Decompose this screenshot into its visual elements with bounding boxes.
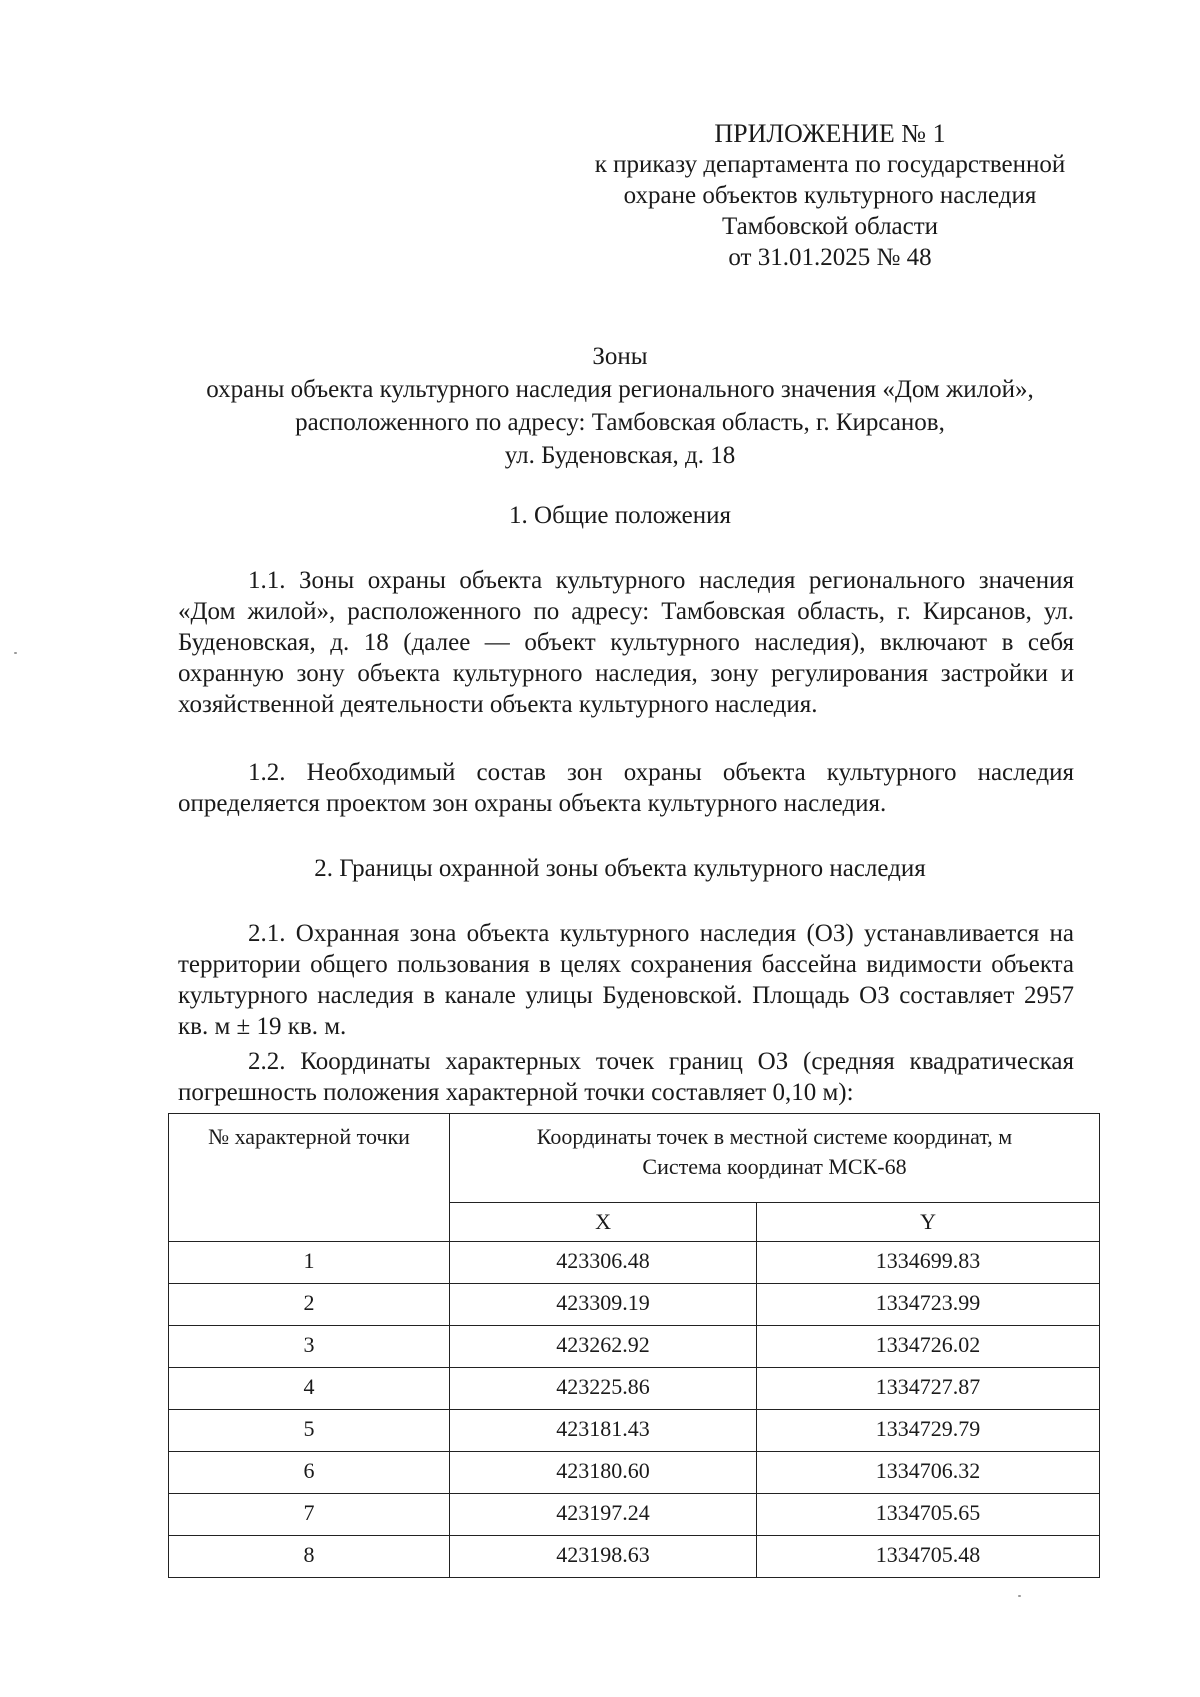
x-coordinate-cell: 423225.86 [450,1368,757,1410]
paragraph-2-2-text: 2.2. Координаты характерных точек границ ОЗ (средняя квадратическая погрешность положения характерной точки составляет 0,10 м): [178,1048,1074,1106]
heading-line-4: ул. Буденовская, д. 18 [504,442,736,469]
appendix-title: ПРИЛОЖЕНИЕ № 1 [714,119,946,148]
x-coordinate-cell: 423180.60 [450,1452,757,1494]
table-row [169,1326,1100,1368]
point-number-cell: 6 [169,1452,450,1494]
appendix-line-3: Тамбовской области [721,213,939,240]
y-coordinate-cell: 1334726.02 [757,1326,1100,1368]
y-coordinate-cell: 1334727.87 [757,1368,1100,1410]
point-number-cell: 8 [169,1536,450,1578]
coordinates-table-body [169,1242,1100,1578]
appendix-block [560,118,1100,273]
paragraph-1-2-text: 1.2. Необходимый состав зон охраны объекта культурного наследия определяется проектом зон охраны объекта культурного наследия. [178,759,1074,817]
scan-speck [14,652,17,654]
point-number-cell: 3 [169,1326,450,1368]
table-row [169,1536,1100,1578]
table-row [169,1368,1100,1410]
x-coordinate-cell: 423181.43 [450,1410,757,1452]
y-coordinate-cell: 1334706.32 [757,1452,1100,1494]
coordinates-table [168,1113,1100,1578]
heading-line-3: расположенного по адресу: Тамбовская область, г. Кирсанов, [295,409,945,436]
y-coordinate-cell: 1334729.79 [757,1410,1100,1452]
y-coordinate-cell: 1334723.99 [757,1284,1100,1326]
x-coordinate-cell: 423197.24 [450,1494,757,1536]
section-2-title: 2. Границы охранной зоны объекта культурного наследия [314,855,926,882]
x-header: X [450,1203,757,1242]
paragraph-2-1 [178,918,1074,1042]
paragraph-1-1-text: 1.1. Зоны охраны объекта культурного наследия регионального значения «Дом жилой», расположенного по адресу: Тамбовская область, г. Кирсанов, ул. Буденовская, д. 18 (далее — объект культурного наследия), включают в себя охранную зону объекта культурного наследия, зону регулирования застройки и хозяйственной деятельности объекта культурного наследия. [178,567,1074,718]
table-row [169,1410,1100,1452]
appendix-line-1: к приказу департамента по государственной [594,151,1066,178]
point-number-cell: 2 [169,1284,450,1326]
paragraph-2-2 [178,1046,1074,1108]
x-coordinate-cell: 423306.48 [450,1242,757,1284]
paragraph-1-1 [178,565,1074,720]
paragraph-1-2 [178,757,1074,819]
x-coordinate-cell: 423198.63 [450,1536,757,1578]
appendix-line-4: от 31.01.2025 № 48 [728,244,932,271]
point-number-header: № характерной точки [169,1114,450,1242]
table-row [169,1452,1100,1494]
coordinates-header [450,1114,1100,1203]
coordinates-header-line-2: Система координат МСК-68 [642,1154,907,1179]
y-coordinate-cell: 1334699.83 [757,1242,1100,1284]
point-number-cell: 4 [169,1368,450,1410]
document-heading [170,340,1070,472]
table-row [169,1284,1100,1326]
section-1-title: 1. Общие положения [509,502,731,529]
table-row [169,1494,1100,1536]
point-number-cell: 5 [169,1410,450,1452]
appendix-line-2: охране объектов культурного наследия [623,182,1037,209]
heading-line-1: Зоны [592,343,648,370]
point-number-cell: 7 [169,1494,450,1536]
table-row [169,1242,1100,1284]
x-coordinate-cell: 423262.92 [450,1326,757,1368]
heading-line-2: охраны объекта культурного наследия регионального значения «Дом жилой», [206,376,1034,403]
y-coordinate-cell: 1334705.48 [757,1536,1100,1578]
point-number-cell: 1 [169,1242,450,1284]
paragraph-2-1-text: 2.1. Охранная зона объекта культурного наследия (ОЗ) устанавливается на территории общего пользования в целях сохранения бассейна видимости объекта культурного наследия в канале улицы Буденовской. Площадь ОЗ составляет 2957 кв. м ± 19 кв. м. [178,920,1074,1040]
x-coordinate-cell: 423309.19 [450,1284,757,1326]
y-coordinate-cell: 1334705.65 [757,1494,1100,1536]
coordinates-header-line-1: Координаты точек в местной системе координат, м [536,1124,1013,1149]
scan-speck [1018,1595,1021,1597]
y-header: Y [757,1203,1100,1242]
